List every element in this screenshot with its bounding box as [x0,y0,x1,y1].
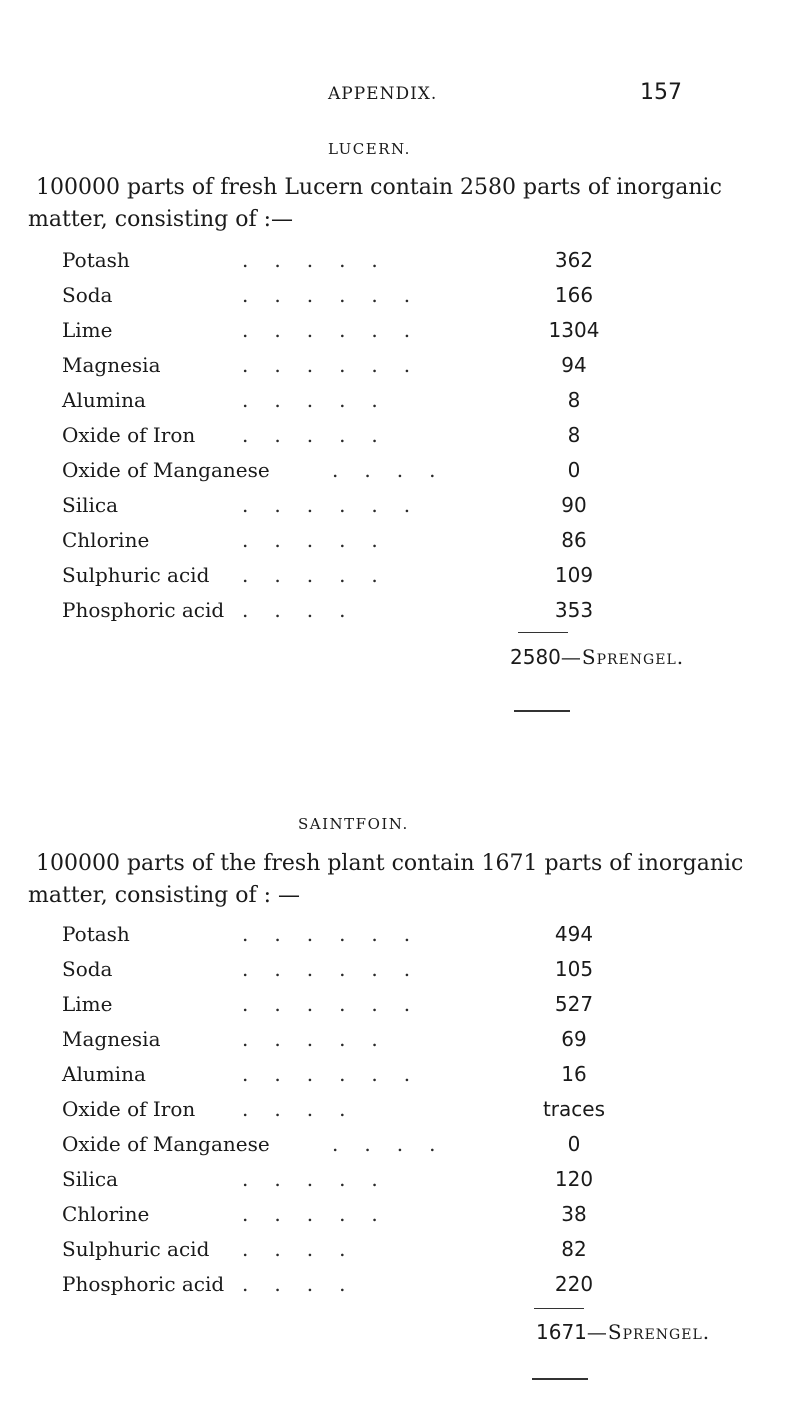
leader-dots: ..... [242,528,404,552]
constituent-value: 220 [554,1272,594,1296]
leader-dots: ...... [242,493,437,517]
sum-rule [534,1308,584,1309]
table-row [62,488,622,523]
leader-dots: ...... [242,922,437,946]
leader-dots: .... [332,1132,462,1156]
constituent-name: Alumina [62,1062,146,1086]
constituent-value: 0 [567,1132,581,1156]
constituent-name: Soda [62,283,113,307]
constituent-name: Chlorine [62,528,150,552]
constituent-name: Silica [62,1167,119,1191]
total-line-saintfoin [536,1320,710,1344]
total-value: 2580 [510,645,561,669]
total-value: 1671 [536,1320,587,1344]
composition-table-saintfoin [62,917,622,1302]
composition-table-lucern [62,243,622,628]
table-row [62,523,622,558]
leader-dots: ..... [242,1202,404,1226]
constituent-value: 69 [561,1027,587,1051]
leader-dots: .... [242,1097,372,1121]
authority: —Sprengel. [560,645,685,669]
leader-dots: .... [242,1272,372,1296]
constituent-value: traces [542,1097,606,1121]
section-title-saintfoin: SAINTFOIN. [298,815,409,833]
leader-dots: ..... [242,1167,404,1191]
leader-dots: ...... [242,957,437,981]
constituent-name: Alumina [62,388,146,412]
constituent-name: Sulphuric acid [62,1237,210,1261]
constituent-name: Potash [62,922,130,946]
section-title-lucern: LUCERN. [328,140,411,158]
table-row [62,348,622,383]
intro-line: 100000 parts of the fresh plant contain 1671 parts of inorganic [36,851,744,876]
constituent-value: 90 [561,493,587,517]
leader-dots: ...... [242,318,437,342]
constituent-value: 1304 [548,318,600,342]
table-row [62,278,622,313]
intro-line: matter, consisting of :— [28,207,294,232]
constituent-value: 16 [561,1062,587,1086]
constituent-name: Oxide of Iron [62,423,196,447]
table-row [62,1092,622,1127]
constituent-value: 0 [567,458,581,482]
table-row [62,243,622,278]
table-row [62,1232,622,1267]
table-row [62,418,622,453]
intro-saintfoin [28,848,768,912]
table-row [62,1197,622,1232]
constituent-value: 527 [554,992,594,1016]
constituent-name: Chlorine [62,1202,150,1226]
constituent-value: 109 [554,563,594,587]
constituent-value: 120 [554,1167,594,1191]
table-row [62,453,622,488]
constituent-value: 105 [554,957,594,981]
table-row [62,952,622,987]
constituent-value: 82 [561,1237,587,1261]
constituent-value: 362 [554,248,594,272]
table-row [62,917,622,952]
running-head [0,80,800,114]
leader-dots: ..... [242,563,404,587]
leader-dots: ...... [242,353,437,377]
constituent-value: 86 [561,528,587,552]
constituent-name: Phosphoric acid [62,598,225,622]
leader-dots: .... [242,598,372,622]
constituent-name: Magnesia [62,353,161,377]
leader-dots: ..... [242,423,404,447]
constituent-name: Oxide of Manganese [62,458,270,482]
constituent-name: Silica [62,493,119,517]
constituent-value: 38 [561,1202,587,1226]
leader-dots: ..... [242,388,404,412]
page-number: 157 [640,80,682,105]
total-line-lucern [510,645,684,669]
section-end-rule [514,710,570,712]
constituent-value: 8 [567,423,581,447]
table-row [62,558,622,593]
table-row [62,1127,622,1162]
constituent-name: Magnesia [62,1027,161,1051]
table-row [62,1022,622,1057]
intro-line: 100000 parts of fresh Lucern contain 2580 parts of inorganic [36,175,722,200]
table-row [62,1267,622,1302]
constituent-name: Lime [62,318,113,342]
constituent-name: Oxide of Manganese [62,1132,270,1156]
table-row [62,1162,622,1197]
authority: —Sprengel. [586,1320,711,1344]
leader-dots: .... [332,458,462,482]
section-end-rule [532,1378,588,1380]
table-row [62,987,622,1022]
table-row [62,1057,622,1092]
table-row [62,383,622,418]
constituent-name: Oxide of Iron [62,1097,196,1121]
leader-dots: ...... [242,283,437,307]
constituent-value: 494 [554,922,594,946]
leader-dots: ...... [242,992,437,1016]
table-row [62,593,622,628]
intro-lucern [28,172,768,236]
constituent-name: Sulphuric acid [62,563,210,587]
constituent-value: 353 [554,598,594,622]
table-row [62,313,622,348]
constituent-name: Lime [62,992,113,1016]
constituent-name: Soda [62,957,113,981]
sum-rule [518,632,568,633]
leader-dots: .... [242,1237,372,1261]
constituent-value: 8 [567,388,581,412]
running-title: APPENDIX. [328,84,438,104]
leader-dots: ..... [242,1027,404,1051]
constituent-value: 94 [561,353,587,377]
leader-dots: ..... [242,248,404,272]
intro-line: matter, consisting of : — [28,883,301,908]
constituent-value: 166 [554,283,594,307]
constituent-name: Phosphoric acid [62,1272,225,1296]
constituent-name: Potash [62,248,130,272]
leader-dots: ...... [242,1062,437,1086]
